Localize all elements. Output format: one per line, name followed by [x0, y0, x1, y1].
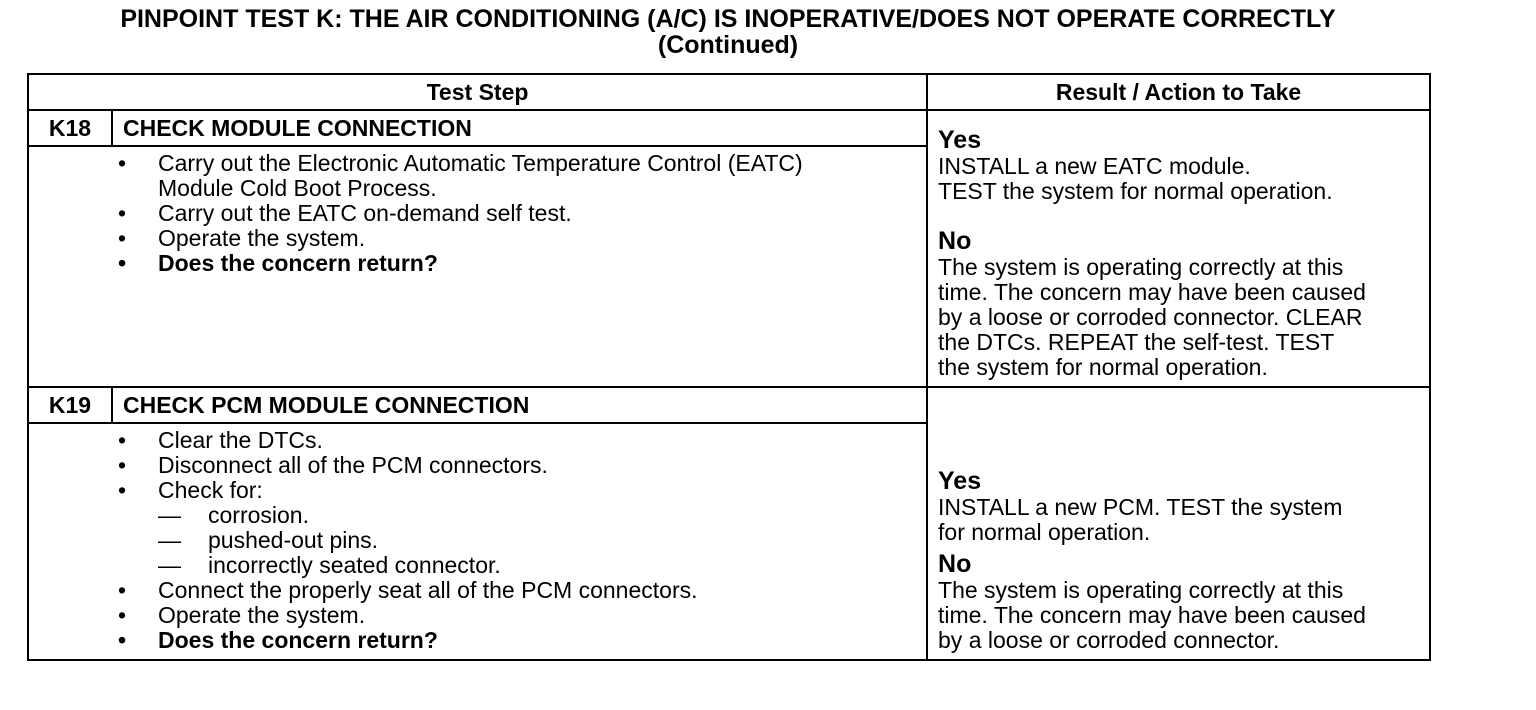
step-k19-result: [927, 387, 1430, 660]
pinpoint-test-table: [27, 73, 1431, 661]
list-item: [26, 453, 926, 478]
dash-icon: —: [158, 502, 181, 528]
step-id: K19: [28, 387, 112, 423]
list-item: [26, 603, 926, 628]
no-line: the DTCs. REPEAT the self-test. TEST: [938, 329, 1335, 355]
instruction-text: Operate the system.: [158, 225, 366, 251]
step-title: CHECK MODULE CONNECTION: [112, 110, 927, 146]
title-line-2: (Continued): [657, 31, 799, 59]
yes-line: INSTALL a new PCM. TEST the system: [938, 494, 1343, 520]
instruction-text: Check for:: [158, 477, 263, 503]
bullet-icon: •: [118, 477, 127, 503]
bullet-icon: •: [118, 200, 127, 226]
page-title: [0, 6, 1456, 58]
dash-icon: —: [158, 552, 181, 578]
step-k19-title-row: [28, 387, 1430, 423]
sub-list-item: [26, 553, 926, 578]
instruction-text: pushed-out pins.: [208, 527, 379, 553]
bullet-icon: •: [118, 150, 127, 176]
no-line: by a loose or corroded connector. CLEAR: [938, 304, 1363, 330]
table-header-row: [28, 74, 1430, 110]
instruction-question: Does the concern return?: [158, 627, 438, 653]
yes-action: [938, 154, 1419, 204]
bullet-icon: •: [118, 427, 127, 453]
no-line: time. The concern may have been caused: [938, 279, 1366, 305]
yes-line: for normal operation.: [938, 519, 1151, 545]
yes-line: INSTALL a new EATC module.: [938, 153, 1251, 179]
sub-list-item: [26, 503, 926, 528]
bullet-icon: •: [118, 452, 127, 478]
instruction-list: [112, 147, 926, 282]
list-item: [26, 478, 926, 503]
no-label: No: [938, 227, 972, 255]
step-k18-instructions: [112, 146, 927, 387]
yes-label: Yes: [938, 467, 982, 495]
step-k18-title-row: [28, 110, 1430, 146]
yes-line: TEST the system for normal operation.: [938, 178, 1333, 204]
instruction-text: incorrectly seated connector.: [208, 552, 501, 578]
instruction-text: Connect the properly seat all of the PCM connectors.: [158, 577, 698, 603]
instruction-list: [112, 424, 926, 659]
no-action: [938, 255, 1419, 380]
list-item: [26, 176, 926, 201]
no-label: No: [938, 550, 972, 578]
no-line: time. The concern may have been caused: [938, 602, 1366, 628]
list-item: [26, 578, 926, 603]
list-item: [26, 428, 926, 453]
list-item: [26, 251, 926, 276]
instruction-text: Carry out the EATC on-demand self test.: [158, 200, 572, 226]
header-result: Result / Action to Take: [927, 74, 1430, 110]
instruction-text: Module Cold Boot Process.: [158, 175, 437, 201]
yes-label: Yes: [938, 126, 982, 154]
title-line-1: PINPOINT TEST K: THE AIR CONDITIONING (A/C) IS INOPERATIVE/DOES NOT OPERATE CORRECTLY: [120, 5, 1336, 33]
step-k19-instructions: [112, 423, 927, 660]
instruction-text: Clear the DTCs.: [158, 427, 323, 453]
no-line: by a loose or corroded connector.: [938, 627, 1280, 653]
no-action: [938, 578, 1419, 653]
instruction-text: corrosion.: [208, 502, 309, 528]
step-title: CHECK PCM MODULE CONNECTION: [112, 387, 927, 423]
bullet-icon: •: [118, 627, 127, 653]
dash-icon: —: [158, 527, 181, 553]
list-item: [26, 628, 926, 653]
step-id: K18: [28, 110, 112, 146]
instruction-text: Carry out the Electronic Automatic Temperature Control (EATC): [158, 150, 803, 176]
no-line: The system is operating correctly at this: [938, 577, 1344, 603]
instruction-text: Disconnect all of the PCM connectors.: [158, 452, 548, 478]
bullet-icon: •: [118, 602, 127, 628]
bullet-icon: •: [118, 225, 127, 251]
no-line: The system is operating correctly at this: [938, 254, 1344, 280]
list-item: [26, 151, 926, 176]
bullet-icon: •: [118, 577, 127, 603]
sub-list-item: [26, 528, 926, 553]
instruction-question: Does the concern return?: [158, 250, 438, 276]
bullet-icon: •: [118, 250, 127, 276]
header-test-step: Test Step: [28, 74, 927, 110]
yes-action: [938, 495, 1419, 545]
instruction-text: Operate the system.: [158, 602, 366, 628]
no-line: the system for normal operation.: [938, 354, 1268, 380]
list-item: [26, 201, 926, 226]
step-k18-result: [927, 110, 1430, 387]
list-item: [26, 226, 926, 251]
